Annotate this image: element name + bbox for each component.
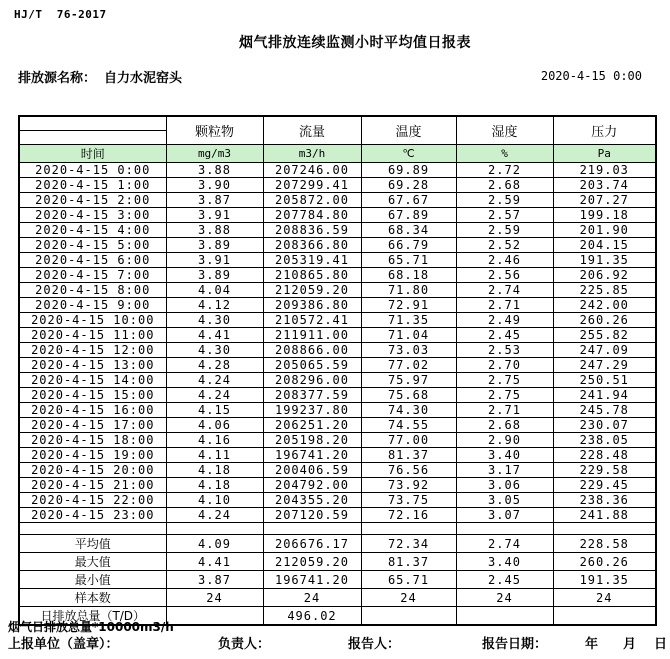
value-cell: 196741.20: [263, 448, 361, 463]
year-label: 年: [585, 637, 599, 652]
time-header-cell: 时间: [19, 145, 166, 163]
summary-value-cell: 191.35: [553, 571, 656, 589]
column-header-particulate: 颗粒物: [166, 116, 263, 145]
reporter-label: 报告人：: [348, 637, 401, 652]
value-cell: 225.85: [553, 283, 656, 298]
summary-value-cell: 228.58: [553, 535, 656, 553]
value-cell: 206251.20: [263, 418, 361, 433]
value-cell: 72.16: [361, 508, 456, 523]
value-cell: 203.74: [553, 178, 656, 193]
time-header-split-cell: [19, 116, 166, 145]
unit-humidity: %: [456, 145, 553, 163]
value-cell: 3.05: [456, 493, 553, 508]
value-cell: 81.37: [361, 448, 456, 463]
value-cell: 3.06: [456, 478, 553, 493]
value-cell: 2.49: [456, 313, 553, 328]
value-cell: 3.91: [166, 253, 263, 268]
value-cell: 2.45: [456, 328, 553, 343]
value-cell: 211911.00: [263, 328, 361, 343]
value-cell: 230.07: [553, 418, 656, 433]
summary-value-cell: 3.40: [456, 553, 553, 571]
summary-row: [19, 589, 656, 607]
value-cell: 68.18: [361, 268, 456, 283]
value-cell: 2.90: [456, 433, 553, 448]
metrics-header-row: [19, 116, 656, 145]
summary-label-cell: 平均值: [19, 535, 166, 553]
value-cell: 207.27: [553, 193, 656, 208]
value-cell: 4.18: [166, 478, 263, 493]
time-cell: 2020-4-15 23:00: [19, 508, 166, 523]
time-cell: 2020-4-15 10:00: [19, 313, 166, 328]
value-cell: 67.67: [361, 193, 456, 208]
value-cell: 210865.80: [263, 268, 361, 283]
summary-value-cell: [553, 607, 656, 626]
value-cell: 200406.59: [263, 463, 361, 478]
report-date-label: 报告日期：: [482, 637, 548, 652]
value-cell: 3.89: [166, 238, 263, 253]
time-cell: 2020-4-15 14:00: [19, 373, 166, 388]
value-cell: 4.41: [166, 328, 263, 343]
split-cell-bottom: [20, 131, 166, 144]
unit-flow: m3/h: [263, 145, 361, 163]
day-label: 日: [654, 637, 668, 652]
month-label: 月: [623, 637, 637, 652]
value-cell: 77.02: [361, 358, 456, 373]
value-cell: 69.89: [361, 163, 456, 178]
value-cell: 241.88: [553, 508, 656, 523]
value-cell: 75.97: [361, 373, 456, 388]
time-cell: 2020-4-15 0:00: [19, 163, 166, 178]
value-cell: 199.18: [553, 208, 656, 223]
summary-value-cell: 3.87: [166, 571, 263, 589]
value-cell: 4.16: [166, 433, 263, 448]
unit-particulate: mg/m3: [166, 145, 263, 163]
value-cell: 4.11: [166, 448, 263, 463]
table-row: [19, 433, 656, 448]
value-cell: 205872.00: [263, 193, 361, 208]
time-cell: 2020-4-15 20:00: [19, 463, 166, 478]
signature-line: [0, 633, 670, 652]
value-cell: 69.28: [361, 178, 456, 193]
time-cell: 2020-4-15 13:00: [19, 358, 166, 373]
summary-label-cell: 日排放总量（T/D）: [19, 607, 166, 626]
standard-code: HJ/T 76-2017: [14, 8, 107, 21]
units-header-row: [19, 145, 656, 163]
time-cell: 2020-4-15 22:00: [19, 493, 166, 508]
value-cell: 4.15: [166, 403, 263, 418]
table-row: [19, 418, 656, 433]
value-cell: 74.30: [361, 403, 456, 418]
value-cell: 66.79: [361, 238, 456, 253]
summary-row: [19, 535, 656, 553]
report-unit-label: 上报单位（盖章）：: [8, 637, 119, 652]
value-cell: 242.00: [553, 298, 656, 313]
value-cell: 228.48: [553, 448, 656, 463]
table-row: [19, 508, 656, 523]
column-header-temperature: 温度: [361, 116, 456, 145]
value-cell: 71.80: [361, 283, 456, 298]
value-cell: 250.51: [553, 373, 656, 388]
value-cell: 74.55: [361, 418, 456, 433]
time-cell: 2020-4-15 18:00: [19, 433, 166, 448]
table-row: [19, 358, 656, 373]
value-cell: 4.10: [166, 493, 263, 508]
value-cell: 207120.59: [263, 508, 361, 523]
table-row: [19, 193, 656, 208]
table-row: [19, 448, 656, 463]
table-row: [19, 208, 656, 223]
value-cell: 4.24: [166, 388, 263, 403]
value-cell: 208366.80: [263, 238, 361, 253]
summary-value-cell: 4.41: [166, 553, 263, 571]
responsible-person-label: 负责人：: [218, 637, 271, 652]
total-emission-note: 烟气日排放总量*10000m3/h: [8, 620, 174, 634]
table-row: [19, 178, 656, 193]
summary-value-cell: 65.71: [361, 571, 456, 589]
value-cell: 210572.41: [263, 313, 361, 328]
time-cell: 2020-4-15 7:00: [19, 268, 166, 283]
value-cell: 73.03: [361, 343, 456, 358]
value-cell: 204.15: [553, 238, 656, 253]
value-cell: 191.35: [553, 253, 656, 268]
time-cell: 2020-4-15 4:00: [19, 223, 166, 238]
spacer-row: [19, 523, 656, 535]
time-cell: 2020-4-15 9:00: [19, 298, 166, 313]
value-cell: 4.30: [166, 313, 263, 328]
time-cell: 2020-4-15 16:00: [19, 403, 166, 418]
summary-value-cell: [361, 607, 456, 626]
value-cell: 68.34: [361, 223, 456, 238]
value-cell: 2.70: [456, 358, 553, 373]
value-cell: 3.87: [166, 193, 263, 208]
value-cell: 4.28: [166, 358, 263, 373]
value-cell: 206.92: [553, 268, 656, 283]
value-cell: 238.05: [553, 433, 656, 448]
source-name-value: 自力水泥窑头: [104, 71, 183, 86]
summary-value-cell: 24: [166, 589, 263, 607]
value-cell: 3.88: [166, 163, 263, 178]
unit-pressure: Pa: [553, 145, 656, 163]
table-row: [19, 253, 656, 268]
value-cell: 4.18: [166, 463, 263, 478]
value-cell: 205319.41: [263, 253, 361, 268]
report-table-wrapper: [18, 115, 657, 626]
value-cell: 201.90: [553, 223, 656, 238]
value-cell: 205198.20: [263, 433, 361, 448]
report-datetime: 2020-4-15 0:00: [540, 69, 642, 83]
value-cell: 260.26: [553, 313, 656, 328]
time-cell: 2020-4-15 6:00: [19, 253, 166, 268]
value-cell: 241.94: [553, 388, 656, 403]
source-row: [18, 67, 182, 86]
value-cell: 2.68: [456, 178, 553, 193]
value-cell: 65.71: [361, 253, 456, 268]
summary-value-cell: 4.09: [166, 535, 263, 553]
value-cell: 245.78: [553, 403, 656, 418]
value-cell: 4.30: [166, 343, 263, 358]
table-row: [19, 478, 656, 493]
value-cell: 4.06: [166, 418, 263, 433]
table-row: [19, 373, 656, 388]
value-cell: 247.29: [553, 358, 656, 373]
value-cell: 2.57: [456, 208, 553, 223]
value-cell: 76.56: [361, 463, 456, 478]
summary-row: [19, 553, 656, 571]
summary-value-cell: [456, 607, 553, 626]
column-header-flow: 流量: [263, 116, 361, 145]
value-cell: 4.04: [166, 283, 263, 298]
value-cell: 207246.00: [263, 163, 361, 178]
summary-label-cell: 最大值: [19, 553, 166, 571]
value-cell: 2.56: [456, 268, 553, 283]
value-cell: 2.75: [456, 373, 553, 388]
value-cell: 2.53: [456, 343, 553, 358]
value-cell: 247.09: [553, 343, 656, 358]
value-cell: 207299.41: [263, 178, 361, 193]
value-cell: 73.75: [361, 493, 456, 508]
split-cell-top: [20, 117, 166, 131]
table-row: [19, 388, 656, 403]
table-row: [19, 493, 656, 508]
time-cell: 2020-4-15 11:00: [19, 328, 166, 343]
spacer-body: [19, 523, 656, 535]
value-cell: 67.89: [361, 208, 456, 223]
value-cell: 2.71: [456, 298, 553, 313]
summary-value-cell: 81.37: [361, 553, 456, 571]
summary-value-cell: 24: [361, 589, 456, 607]
summary-value-cell: 212059.20: [263, 553, 361, 571]
table-row: [19, 328, 656, 343]
unit-temperature: ℃: [361, 145, 456, 163]
value-cell: 2.75: [456, 388, 553, 403]
value-cell: 2.71: [456, 403, 553, 418]
value-cell: 208296.00: [263, 373, 361, 388]
value-cell: 3.88: [166, 223, 263, 238]
time-cell: 2020-4-15 21:00: [19, 478, 166, 493]
value-cell: 208836.59: [263, 223, 361, 238]
table-row: [19, 313, 656, 328]
value-cell: 3.91: [166, 208, 263, 223]
table-row: [19, 268, 656, 283]
value-cell: 75.68: [361, 388, 456, 403]
summary-value-cell: [166, 607, 263, 626]
value-cell: 3.40: [456, 448, 553, 463]
value-cell: 207784.80: [263, 208, 361, 223]
value-cell: 219.03: [553, 163, 656, 178]
time-cell: 2020-4-15 3:00: [19, 208, 166, 223]
value-cell: 238.36: [553, 493, 656, 508]
page-title: 烟气排放连续监测小时平均值日报表: [239, 35, 471, 51]
table-body: [19, 163, 656, 523]
time-cell: 2020-4-15 8:00: [19, 283, 166, 298]
time-cell: 2020-4-15 17:00: [19, 418, 166, 433]
summary-value-cell: 2.74: [456, 535, 553, 553]
source-name-label: 排放源名称：: [18, 71, 97, 86]
summary-label-cell: 最小值: [19, 571, 166, 589]
column-header-pressure: 压力: [553, 116, 656, 145]
value-cell: 2.59: [456, 223, 553, 238]
time-cell: 2020-4-15 19:00: [19, 448, 166, 463]
table-row: [19, 163, 656, 178]
summary-value-cell: 260.26: [553, 553, 656, 571]
report-table: [18, 115, 657, 626]
summary-value-cell: 206676.17: [263, 535, 361, 553]
summary-value-cell: 24: [553, 589, 656, 607]
value-cell: 2.59: [456, 193, 553, 208]
value-cell: 255.82: [553, 328, 656, 343]
time-cell: 2020-4-15 5:00: [19, 238, 166, 253]
value-cell: 204355.20: [263, 493, 361, 508]
time-cell: 2020-4-15 12:00: [19, 343, 166, 358]
value-cell: 4.24: [166, 373, 263, 388]
table-row: [19, 403, 656, 418]
summary-value-cell: 24: [263, 589, 361, 607]
value-cell: 229.45: [553, 478, 656, 493]
value-cell: 2.46: [456, 253, 553, 268]
value-cell: 3.17: [456, 463, 553, 478]
summary-value-cell: 196741.20: [263, 571, 361, 589]
summary-value-cell: 24: [456, 589, 553, 607]
value-cell: 2.74: [456, 283, 553, 298]
summary-body: [19, 535, 656, 626]
value-cell: 205065.59: [263, 358, 361, 373]
value-cell: 204792.00: [263, 478, 361, 493]
summary-value-cell: 496.02: [263, 607, 361, 626]
value-cell: 208866.00: [263, 343, 361, 358]
value-cell: 73.92: [361, 478, 456, 493]
summary-label-cell: 样本数: [19, 589, 166, 607]
value-cell: 4.12: [166, 298, 263, 313]
value-cell: 209386.80: [263, 298, 361, 313]
table-row: [19, 223, 656, 238]
value-cell: 2.52: [456, 238, 553, 253]
value-cell: 4.24: [166, 508, 263, 523]
table-row: [19, 238, 656, 253]
value-cell: 72.91: [361, 298, 456, 313]
value-cell: 3.90: [166, 178, 263, 193]
value-cell: 2.72: [456, 163, 553, 178]
value-cell: 3.89: [166, 268, 263, 283]
time-cell: 2020-4-15 1:00: [19, 178, 166, 193]
summary-value-cell: 2.45: [456, 571, 553, 589]
value-cell: 71.35: [361, 313, 456, 328]
table-row: [19, 343, 656, 358]
value-cell: 212059.20: [263, 283, 361, 298]
table-row: [19, 298, 656, 313]
value-cell: 208377.59: [263, 388, 361, 403]
value-cell: 229.58: [553, 463, 656, 478]
table-row: [19, 283, 656, 298]
column-header-humidity: 湿度: [456, 116, 553, 145]
time-cell: 2020-4-15 2:00: [19, 193, 166, 208]
table-row: [19, 463, 656, 478]
time-cell: 2020-4-15 15:00: [19, 388, 166, 403]
value-cell: 2.68: [456, 418, 553, 433]
value-cell: 199237.80: [263, 403, 361, 418]
summary-row: [19, 571, 656, 589]
summary-value-cell: 72.34: [361, 535, 456, 553]
value-cell: 3.07: [456, 508, 553, 523]
value-cell: 77.00: [361, 433, 456, 448]
value-cell: 71.04: [361, 328, 456, 343]
